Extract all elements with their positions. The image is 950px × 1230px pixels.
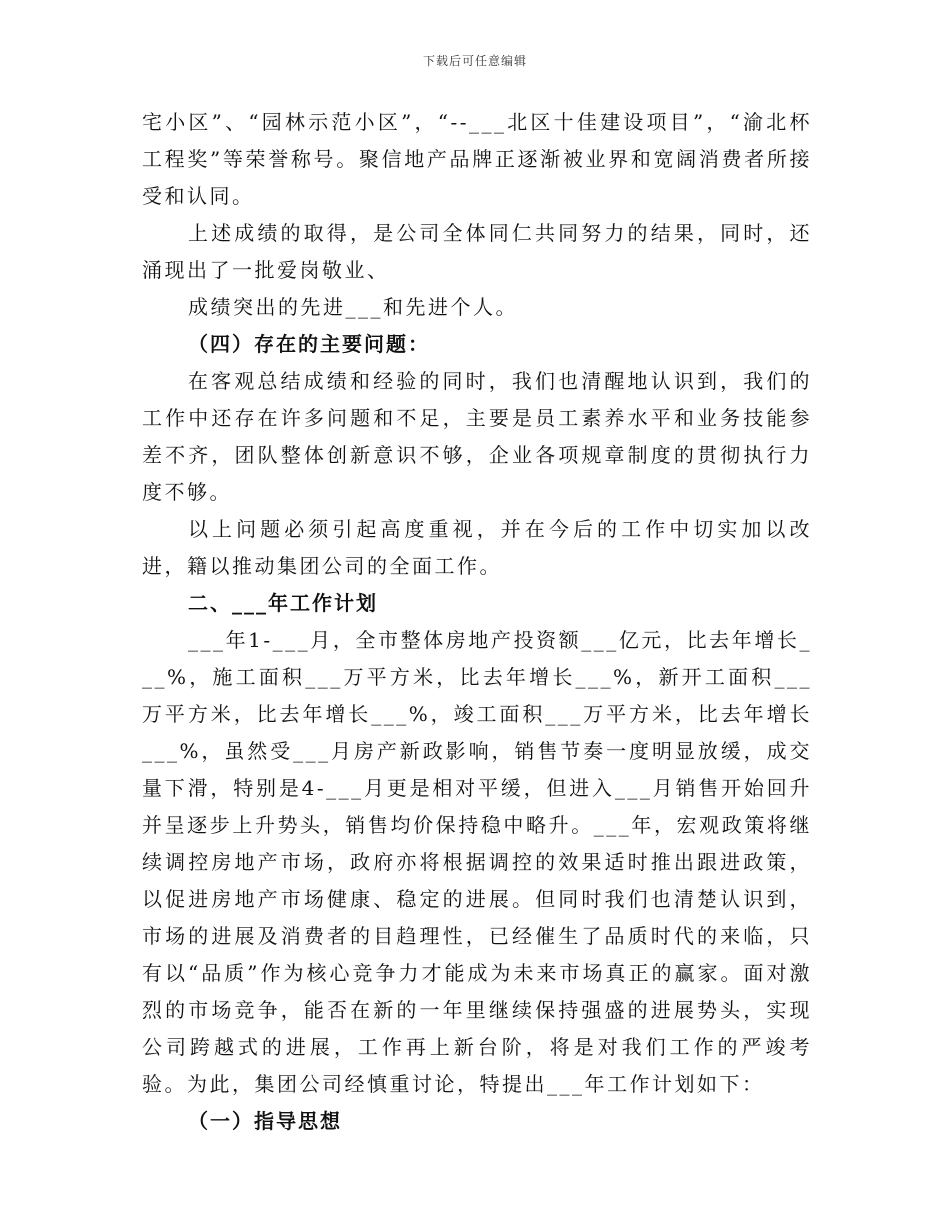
page-header: 下载后可任意编辑	[422, 54, 527, 68]
heading-main-problems: （四）存在的主要问题：	[188, 332, 430, 356]
paragraph-problems: 在客观总结成绩和经验的同时，我们也清醒地认识到，我们的工作中还存在许多问题和不足，主要是员工素养水平和业务技能参差不齐，团队整体创新意识不够，企业各项规章制度的贯彻执行力度不够。	[142, 369, 812, 504]
heading-guiding-ideology: （一）指导思想	[188, 1109, 342, 1133]
paragraph-advanced-individuals: 成绩突出的先进___和先进个人。	[188, 295, 518, 319]
paragraph-market-analysis: ___年1-___月，全市整体房地产投资额___亿元，比去年增长___%，施工面积___万平方米，比去年增长___%，新开工面积___万平方米，比去年增长___%，竣工面积___万平方米，比去年增长___%，虽然受___月房产新政影响，销售节奏一度明显放缓，成交量下滑，特别是4-___月更是相对平缓，但进入___月销售开始回升并呈逐步上升势头，销售均价保持稳中略升。___年，宏观政策将继续调控房地产市场，政府亦将根据调控的效果适时推出跟进政策，以促进房地产市场健康、稳定的进展。但同时我们也清楚认识到，市场的进展及消费者的目趋理性，已经催生了品质时代的来临，只有以“品质”作为核心竞争力才能成为未来市场真正的赢家。面对激烈的市场竞争，能否在新的一年里继续保持强盛的进展势头，实现公司跨越式的进展，工作再上新台阶，将是对我们工作的严竣考验。为此，集团公司经慎重讨论，特提出___年工作计划如下：	[142, 628, 812, 1096]
heading-work-plan: 二、___年工作计划	[188, 591, 378, 615]
paragraph-achievements: 上述成绩的取得，是公司全体同仁共同努力的结果，同时，还涌现出了一批爱岗敬业、	[142, 221, 812, 282]
paragraph-honors: 宅小区”、“园林示范小区”，“--___北区十佳建设项目”，“渝北杯工程奖”等荣誉称号。聚信地产品牌正逐渐被业界和宽阔消费者所接受和认同。	[142, 110, 812, 208]
document-body	[142, 104, 812, 1140]
paragraph-improvement: 以上问题必须引起高度重视，并在今后的工作中切实加以改进，籍以推动集团公司的全面工作。	[142, 517, 812, 578]
